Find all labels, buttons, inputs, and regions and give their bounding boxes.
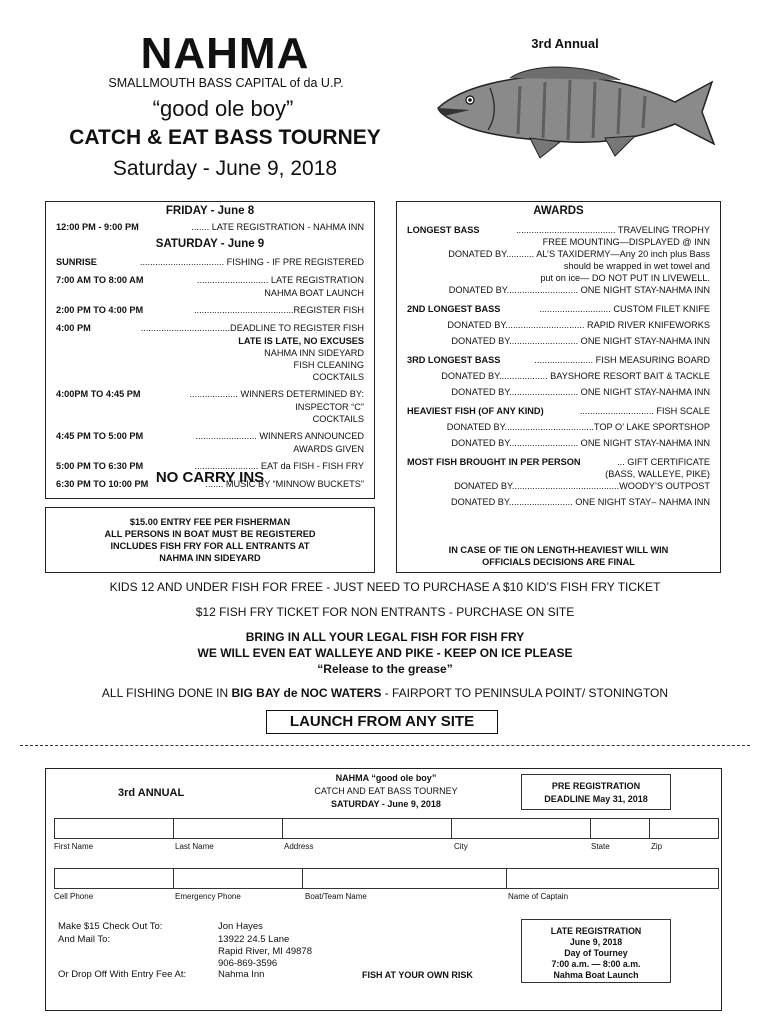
form-event-name: NAHMA “good ole boy” [335, 773, 437, 783]
friday-heading: FRIDAY - June 8 [165, 205, 255, 217]
schedule-desc: ........................ WINNERS ANNOUNCED [195, 431, 364, 441]
kids-note: KIDS 12 AND UNDER FISH FOR FREE - JUST NEED TO PURCHASE A $10 KID’S FISH FRY TICKET [109, 580, 661, 594]
preregistration-deadline-box [521, 774, 671, 810]
drop-off-label: Or Drop Off With Entry Fee At: [58, 969, 187, 980]
bring-fish-note: BRING IN ALL YOUR LEGAL FISH FOR FISH FRY [245, 630, 525, 644]
schedule-desc: ................... WINNERS DETERMINED BY: [189, 389, 364, 399]
award-detail: DONATED BY...................................TOP O’ LAKE SPORTSHOP [446, 422, 710, 432]
state-field[interactable] [590, 818, 650, 839]
address-label: Address [284, 842, 314, 851]
late-time: 7:00 a.m. — 8:00 a.m. [551, 959, 641, 969]
mail-street: 13922 24.5 Lane [218, 934, 290, 945]
own-risk-note: FISH AT YOUR OWN RISK [362, 970, 473, 980]
good-ole-boy-heading: “good ole boy” [152, 96, 294, 121]
award-detail: DONATED BY........... AL’S TAXIDERMY—Any 20 inch plus Bass [448, 249, 710, 259]
emergency-phone-field[interactable] [173, 868, 303, 889]
tagline: SMALLMOUTH BASS CAPITAL of da U.P. [108, 76, 344, 90]
state-label: State [591, 842, 610, 851]
event-date: Saturday - June 9, 2018 [112, 157, 338, 180]
city-field[interactable] [451, 818, 591, 839]
late-place: Nahma Boat Launch [553, 970, 639, 980]
award-note: (BASS, WALLEYE, PIKE) [605, 469, 710, 479]
city-label: City [454, 842, 468, 851]
schedule-time: 7:00 AM TO 8:00 AM [56, 275, 144, 285]
schedule-time: 6:30 PM TO 10:00 PM [56, 479, 149, 489]
schedule-desc: ......................... EAT da FISH - FISH FRY [194, 461, 364, 471]
cell-phone-label: Cell Phone [54, 892, 94, 901]
form-event-date: SATURDAY - June 9, 2018 [331, 799, 441, 809]
schedule-detail-text: INSPECTOR “C” [295, 402, 364, 412]
late-title: LATE REGISTRATION [550, 926, 642, 936]
schedule-time: 4:00 PM [56, 323, 91, 333]
schedule-desc: ....... LATE REGISTRATION - NAHMA INN [191, 222, 364, 232]
captain-name-field[interactable] [506, 868, 719, 889]
award-category: 2ND LONGEST BASS [407, 304, 501, 314]
no-carry-ins: NO CARRY INS [155, 469, 265, 486]
third-annual-label: 3rd Annual [531, 36, 599, 51]
saturday-heading: SATURDAY - June 9 [155, 238, 265, 250]
contact-phone: 906-869-3596 [218, 958, 278, 969]
schedule-time: SUNRISE [56, 257, 97, 267]
award-category: LONGEST BASS [407, 225, 480, 235]
schedule-detail-text: NAHMA BOAT LAUNCH [264, 288, 364, 298]
zip-field[interactable] [649, 818, 719, 839]
boat-team-label: Boat/Team Name [305, 892, 367, 901]
launch-banner: LAUNCH FROM ANY SITE [266, 710, 498, 734]
award-detail: DONATED BY................... BAYSHORE RESORT BAIT & TACKLE [441, 371, 710, 381]
schedule-detail-text: LATE IS LATE, NO EXCUSES [238, 336, 364, 346]
schedule-box [45, 201, 375, 499]
form-event-type: CATCH AND EAT BASS TOURNEY [314, 786, 458, 796]
ticket-note: $12 FISH FRY TICKET FOR NON ENTRANTS - PURCHASE ON SITE [195, 605, 575, 619]
fee-line: NAHMA INN SIDEYARD [159, 553, 261, 563]
prereg-deadline: DEADLINE May 31, 2018 [544, 794, 648, 804]
mail-city: Rapid River, MI 49878 [218, 946, 312, 957]
schedule-time: 5:00 PM TO 6:30 PM [56, 461, 144, 471]
fee-line: INCLUDES FISH FRY FOR ALL ENTRANTS AT [110, 541, 310, 551]
late-date: June 9, 2018 [569, 937, 623, 947]
awards-heading: AWARDS [533, 205, 584, 217]
address-field[interactable] [282, 818, 452, 839]
schedule-desc: ............................ LATE REGISTRATION [196, 275, 364, 285]
schedule-desc: ...................................DEADLINE TO REGISTER FISH [140, 323, 364, 333]
check-label: Make $15 Check Out To: [58, 921, 163, 932]
award-detail: DONATED BY........................... ONE NIGHT STAY-NAHMA INN [451, 387, 710, 397]
schedule-detail-text: FISH CLEANING [293, 360, 364, 370]
award-detail: DONATED BY........................... ONE NIGHT STAY-NAHMA INN [451, 336, 710, 346]
poster-title: NAHMA [140, 29, 310, 78]
award-category: HEAVIEST FISH (OF ANY KIND) [407, 406, 544, 416]
boat-team-name-field[interactable] [302, 868, 507, 889]
waters-post: - FAIRPORT TO PENINSULA POINT/ STONINGTON [381, 686, 669, 700]
first-name-label: First Name [54, 842, 94, 851]
award-detail: ....................... FISH MEASURING BOARD [534, 355, 710, 365]
tie-rule: IN CASE OF TIE ON LENGTH-HEAVIEST WILL WIN [448, 545, 669, 555]
emergency-phone-label: Emergency Phone [175, 892, 241, 901]
captain-label: Name of Captain [508, 892, 569, 901]
officials-rule: OFFICIALS DECISIONS ARE FINAL [482, 557, 635, 567]
drop-off-place: Nahma Inn [218, 969, 265, 980]
award-detail: DONATED BY........................... ONE NIGHT STAY-NAHMA INN [451, 438, 710, 448]
prereg-title: PRE REGISTRATION [551, 781, 641, 791]
award-detail: ... GIFT CERTIFICATE [617, 457, 710, 467]
waters-name: BIG BAY de NOC WATERS [231, 686, 382, 700]
award-note: FREE MOUNTING—DISPLAYED @ INN [542, 237, 710, 247]
bass-fish-illustration [430, 58, 720, 168]
award-note: should be wrapped in wet towel and [563, 261, 710, 271]
award-category: MOST FISH BROUGHT IN PER PERSON [407, 457, 581, 467]
award-detail: DONATED BY............................ ONE NIGHT STAY-NAHMA INN [448, 285, 710, 295]
form-third-annual: 3rd ANNUAL [118, 787, 185, 799]
mail-label: And Mail To: [58, 934, 111, 945]
award-detail: DONATED BY..........................................WOODY’S OUTPOST [454, 481, 710, 491]
schedule-time: 2:00 PM TO 4:00 PM [56, 305, 144, 315]
late-registration-box [521, 919, 671, 983]
late-day: Day of Tourney [564, 948, 628, 958]
schedule-desc: ................................. FISHING - IF PRE REGISTERED [139, 257, 364, 267]
first-name-field[interactable] [54, 818, 174, 839]
entry-fee-box [45, 507, 375, 573]
award-detail: ............................. FISH SCALE [579, 406, 710, 416]
fee-line: ALL PERSONS IN BOAT MUST BE REGISTERED [104, 529, 316, 539]
fishing-waters-note [0, 686, 770, 700]
schedule-desc: ....... MUSIC BY “MINNOW BUCKETS” [205, 479, 364, 489]
fee-line: $15.00 ENTRY FEE PER FISHERMAN [129, 517, 291, 527]
awards-box [396, 201, 721, 573]
schedule-detail-text: NAHMA INN SIDEYARD [264, 348, 364, 358]
schedule-desc: .......................................REGISTER FISH [194, 305, 364, 315]
payee-name: Jon Hayes [218, 921, 263, 932]
award-detail: DONATED BY............................... RAPID RIVER KNIFEWORKS [447, 320, 710, 330]
award-category: 3RD LONGEST BASS [407, 355, 501, 365]
last-name-label: Last Name [175, 842, 214, 851]
schedule-detail-text: COCKTAILS [312, 372, 364, 382]
release-grease-note: “Release to the grease” [317, 662, 453, 676]
registration-form [45, 768, 722, 1011]
tourney-heading: CATCH & EAT BASS TOURNEY [69, 126, 381, 149]
award-detail: ............................ CUSTOM FILET KNIFE [539, 304, 710, 314]
award-detail: DONATED BY......................... ONE NIGHT STAY– NAHMA INN [451, 497, 710, 507]
schedule-detail-text: COCKTAILS [312, 414, 364, 424]
schedule-detail-text: AWARDS GIVEN [293, 444, 364, 454]
award-note: put on ice— DO NOT PUT IN LIVEWELL. [540, 273, 710, 283]
schedule-time: 4:45 PM TO 5:00 PM [56, 431, 144, 441]
waters-pre: ALL FISHING DONE IN [101, 686, 232, 700]
award-detail: ....................................... TRAVELING TROPHY [516, 225, 710, 235]
walleye-pike-note: WE WILL EVEN EAT WALLEYE AND PIKE - KEEP ON ICE PLEASE [197, 646, 573, 660]
schedule-time: 4:00PM TO 4:45 PM [56, 389, 141, 399]
schedule-time: 12:00 PM - 9:00 PM [56, 222, 139, 232]
cell-phone-field[interactable] [54, 868, 174, 889]
zip-label: Zip [651, 842, 663, 851]
cut-line [20, 745, 750, 746]
last-name-field[interactable] [173, 818, 283, 839]
